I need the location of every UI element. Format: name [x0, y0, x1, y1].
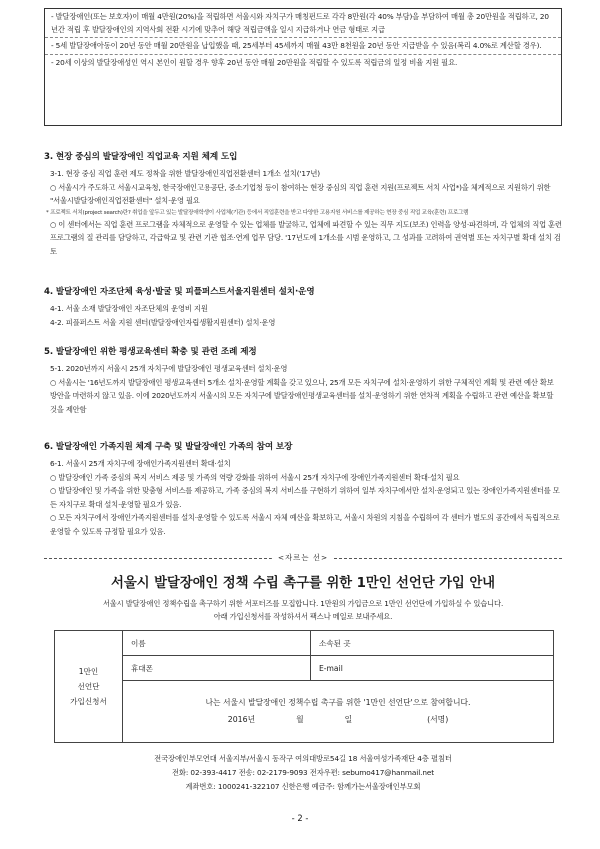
section-title: 6. 발달장애인 가족지원 체계 구축 및 발달장애인 가족의 참여 보장	[44, 442, 293, 452]
email-field[interactable]	[311, 656, 554, 681]
footnote: * 프로젝트 서치(project search)란? 취업을 앞두고 있는 발달장애학생이 사업체(기관) 등에서 직업훈련을 받고 다양한 고용지원 서비스를 제공하는 현장 중심 직업 교육(훈련) 프로그램	[46, 209, 469, 216]
date-year: 2016년	[227, 715, 256, 724]
paragraph: ○ 서울시는 '16년도까지 발달장애인 평생교육센터 5개소 설치·운영할 계획을 갖고 있으나, 25개 모든 자치구에 설치·운영하기 위한 구체적인 계획 및 관련 예산 확보 방안을 마련하지 않고 있음. 이에 2020년도까지 서울시의 모든 자치구에 발달장애인평생교육센터를 설치·운영하기 위한 연차적 계획을 수립하고 관련 예산을 확보할 것을 제안함	[50, 377, 554, 414]
section-title: 3. 현장 중심의 발달장애인 직업교육 지원 체계 도입	[44, 152, 238, 162]
email-label: E-mail	[319, 663, 343, 673]
savings-item: - 발달장애인(또는 보호자)이 매월 4만원(20%)을 적립하면 서울시와 자치구가 매칭펀드로 각각 8만원(각 40% 부담)을 부담하여 매월 총 20만원을 적립하고, 20년간 적립 후 발달장애인의 지역사회 전환 시기에 맞추어 해당 적립금액을 일시 지급하거나 연금 형태로 지급	[45, 9, 561, 38]
contact-footer	[44, 752, 562, 794]
subsection: 6-1. 서울시 25개 자치구에 장애인가족지원센터 확대·설치	[50, 459, 231, 468]
phone-field[interactable]	[123, 656, 311, 681]
date-day: 일	[344, 715, 353, 724]
paragraph: ○ 모든 자치구에서 장애인가족지원센터를 설치·운영할 수 있도록 서울시 자체 예산을 확보하고, 서울시 차원의 지침을 수립하여 각 센터가 별도의 공간에서 독립적으로 운영할 수 있도록 규정할 필요가 있음.	[50, 513, 560, 536]
form-intro	[44, 597, 562, 623]
section-4	[44, 285, 562, 329]
date-signature-line	[131, 713, 545, 727]
footer-address: 전국장애인부모연대 서울지부/서울시 동작구 여의대방로54길 18 서울여성가족재단 4층 펼침터	[154, 754, 452, 763]
name-label: 이름	[131, 638, 146, 648]
form-side-label-line: 가입신청서	[70, 697, 107, 706]
section-title: 5. 발달장애인 위한 평생교육센터 확충 및 관련 조례 제정	[44, 347, 257, 357]
footer-account: 계좌번호: 1000241-322107 신한은행 예금주: 함께가는서울장애인부모회	[185, 782, 421, 791]
form-side-label	[55, 631, 123, 743]
section-5	[44, 345, 562, 416]
cut-line-label: <자르는 선>	[272, 552, 334, 563]
paragraph: ○ 이 센터에서는 직업 훈련 프로그램을 자체적으로 운영할 수 있는 업체를 발굴하고, 업체에 파견할 수 있는 직무 지도(보조) 인력을 양성·파견하며, 각 업체의 직업 훈련 프로그램의 질 관리를 담당하고, 각급학교 및 관련 기관 협조·연계 업무 담당. '17년도에 1개소를 시범 운영하고, 그 성과를 고려하여 권역별 또는 자치구별 확대 설치 검토	[50, 219, 562, 256]
form-side-label-line: 선언단	[77, 682, 100, 691]
name-field[interactable]	[123, 631, 311, 656]
page-number: - 2 -	[291, 813, 309, 823]
signature-field[interactable]: (서명)	[427, 715, 449, 724]
savings-item: - 5세 발달장애아동이 20년 동안 매월 20만원을 납입했을 때, 25세부터 45세까지 매월 43만 8천원을 20년 동안 지급받을 수 있음(복리 4.0%로 계산할 경우).	[45, 38, 561, 55]
form-intro-line: 서울시 발달장애인 정책수립을 촉구하기 위한 서포터즈를 모집합니다. 1만원의 가입금으로 1만인 선언단에 가입하실 수 있습니다.	[102, 599, 504, 608]
section-6	[44, 440, 562, 538]
form-title: 서울시 발달장애인 정책 수립 촉구를 위한 1만인 선언단 가입 안내	[111, 576, 495, 591]
paragraph: ○ 서울시가 주도하고 서울시교육청, 한국장애인고용공단, 중소기업청 등이 참여하는 현장 중심의 직업 훈련 지원(프로젝트 서치 사업*)을 체계적으로 지원하기 위한 "서울시발달장애인직업전환센터" 설치·운영 필요	[50, 182, 551, 206]
application-form-table	[54, 630, 554, 743]
section-3	[44, 150, 562, 258]
subsection: 3-1. 현장 중심 직업 훈련 제도 정착을 위한 발달장애인직업전환센터 1개소 설치('17년)	[50, 169, 320, 178]
cut-line	[44, 553, 562, 568]
paragraph: ○ 발달장애인 가족 중심의 복지 서비스 제공 및 가족의 역량 강화를 위하여 서울시 25개 자치구에 장애인가족지원센터 확대·설치 필요	[50, 472, 460, 482]
pledge-text: 나는 서울시 발달장애인 정책수립 촉구를 위한 '1만인 선언단'으로 참여합니다.	[205, 698, 471, 707]
subsection: 4-2. 피플퍼스트 서울 지원 센터(발달장애인자립생활지원센터) 설치·운영	[50, 317, 276, 327]
affiliation-field[interactable]	[311, 631, 554, 656]
subsection: 4-1. 서울 소재 발달장애인 자조단체의 운영비 지원	[50, 304, 208, 313]
footer-contact: 전화: 02-393-4417 전송: 02-2179-9093 전자우편: sebumo417@hanmail.net	[171, 768, 435, 777]
affiliation-label: 소속된 곳	[319, 638, 351, 648]
pledge-cell	[123, 681, 554, 743]
form-side-label-line: 1만인	[78, 667, 99, 676]
form-intro-line: 아래 가입신청서를 작성하셔서 팩스나 메일로 보내주세요.	[213, 612, 393, 621]
section-title: 4. 발달장애인 자조단체 육성·발굴 및 피플퍼스트서울지원센터 설치·운영	[44, 287, 315, 297]
phone-label: 휴대폰	[131, 663, 154, 673]
date-month: 월	[296, 715, 304, 724]
savings-plan-box	[44, 8, 562, 126]
subsection: 5-1. 2020년까지 서울시 25개 자치구에 발달장애인 평생교육센터 설치·운영	[50, 364, 288, 373]
paragraph: ○ 발달장애인 및 가족을 위한 맞춤형 서비스를 제공하고, 가족 중심의 복지 서비스를 구현하기 위하여 일부 자치구에서만 설치·운영되고 있는 장애인가족지원센터를 모든 자치구로 확대 설치·운영할 필요가 있음.	[50, 486, 560, 509]
savings-item: - 20세 이상의 발달장애성인 역시 본인이 원할 경우 향후 20년 동안 매월 20만원을 적립할 수 있도록 적립금의 일정 비율 지원 필요.	[51, 57, 458, 67]
